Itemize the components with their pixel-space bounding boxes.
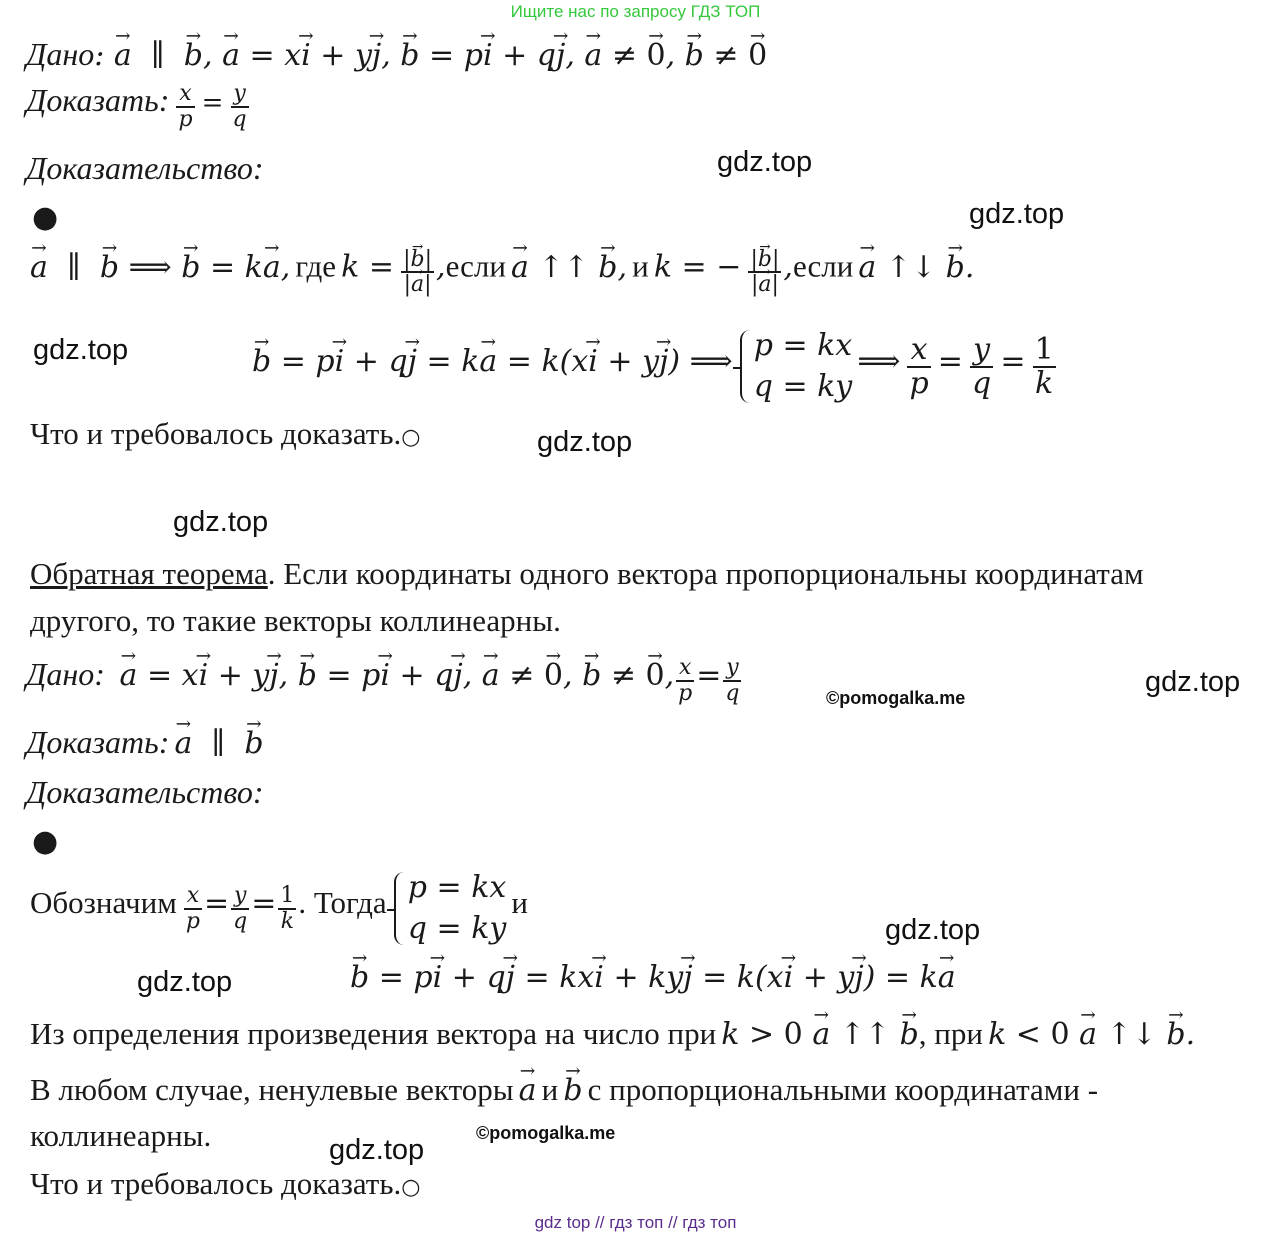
derivation-line-2: → b = p→ i + q→ j = kx→ i + ky→ j = k(x→ i + y→ j) = k→ a — [350, 960, 956, 995]
any-case-line: В любом случае, ненулевые векторы → a и → b с пропорциональными координатами - — [30, 1072, 1098, 1108]
given-label: Дано — [26, 36, 95, 72]
fraction-y-q: $\frac{y}{q}$ — [725, 655, 740, 706]
fraction-y-q: $\frac{y}{q}$ — [233, 883, 248, 934]
qed-line-1: Что и требовалось доказать.○ — [30, 416, 421, 451]
system-2: p = kx q = ky — [392, 868, 507, 949]
watermark: gdz.top — [537, 426, 633, 458]
collinear-line: коллинеарны. — [30, 1118, 212, 1153]
watermark: gdz.top — [329, 1134, 425, 1166]
copyright-mark: ©pomogalka.me — [826, 688, 966, 708]
fraction-x-p: $\frac{x}{p}$ — [909, 332, 929, 401]
watermark: gdz.top — [1145, 666, 1241, 698]
prove-label: Доказать — [26, 82, 159, 118]
watermark: gdz.top — [717, 146, 813, 178]
watermark: gdz.top — [137, 966, 233, 998]
proof-label-2: Доказательство: — [26, 774, 264, 810]
converse-theorem-line-1: Обратная теорема. Если координаты одного вектора пропорциональны координатам — [30, 556, 1144, 591]
parallel-definition-line: → a ∥ → b ⟹ → b = k→ a, где k = $\frac{|\to b|}{|\to a|}$ ,если → a ↑↑ → b, и k = − $\frac{|\to b|}{|\to a|}$ ,если → a ↑↓ → b. — [30, 248, 974, 296]
converse-title: Обратная теорема — [30, 556, 268, 591]
definition-line: Из определения произведения вектора на число при k > 0 → a ↑↑ → b, при k < 0 → a ↑↓ → b. — [30, 1016, 1195, 1052]
watermark: gdz.top — [33, 334, 129, 366]
fraction-y-q: $\frac{y}{q}$ — [972, 332, 992, 401]
watermark: gdz.top — [173, 506, 269, 538]
footer-links: gdz top // гдз топ // гдз топ — [534, 1213, 737, 1232]
system-1: p = kx q = ky — [738, 326, 853, 407]
denote-line: Обозначим $\frac{x}{p}$ = $\frac{y}{q}$ = $\frac{1}{k}$ . Тогда p = kx q = ky и — [30, 868, 528, 949]
qed-line-2: Что и требовалось доказать.○ — [30, 1166, 421, 1201]
watermark: gdz.top — [885, 914, 981, 946]
fraction-x-p: $\frac{x}{p}$ — [185, 883, 200, 934]
watermark: gdz.top — [969, 198, 1065, 230]
fraction-x-p: $\frac{x}{p}$ — [678, 655, 693, 706]
fraction-y-q: $\frac{y}{q}$ — [232, 81, 247, 132]
converse-theorem-line-2: другого, то такие векторы коллинеарны. — [30, 603, 561, 638]
top-banner: Ищите нас по запросу ГДЗ ТОП — [510, 2, 761, 21]
bullet-1: ● — [32, 200, 59, 235]
bullet-2: ● — [32, 824, 59, 859]
given-math-1: : → a ∥ → b, → a = x→ i + y→ j, → b = p→ i + q→ j, → a ≠ → 0, → b ≠ → 0 — [94, 38, 767, 73]
proof-label-1: Доказательство: — [26, 150, 264, 186]
fraction-1-k: $\frac{1}{k}$ — [280, 883, 295, 934]
fraction-1-k: $\frac{1}{k}$ — [1034, 332, 1054, 401]
fraction-b-over-a-neg: $\frac{|\to b|}{|\to a|}$ — [748, 248, 781, 296]
prove-line-2: Доказать: → a ∥ → b — [26, 724, 264, 761]
fraction-x-p: $\frac{x}{p}$ — [178, 81, 193, 132]
given-line-2: Дано: → a = x→ i + y→ j, → b = p→ i + q→ j, → a ≠ → 0, → b ≠ → 0, $\frac{x}{p}$ = $\frac{y}{q}$ — [26, 656, 743, 705]
given-line-1 — [26, 36, 767, 73]
prove-line-1: Доказать: $\frac{x}{p}$ = $\frac{y}{q}$ — [26, 81, 247, 132]
copyright-mark: ©pomogalka.me — [476, 1123, 616, 1143]
derivation-line-1: → b = p→ i + q→ j = k→ a = k(x→ i + y→ j) ⟹ p = kx q = ky ⟹ $\frac{x}{p}$ = $\frac{y}{q}$ = $\frac{1}{k}$ — [252, 326, 1058, 407]
fraction-b-over-a: $\frac{|\to b|}{|\to a|}$ — [401, 248, 434, 296]
